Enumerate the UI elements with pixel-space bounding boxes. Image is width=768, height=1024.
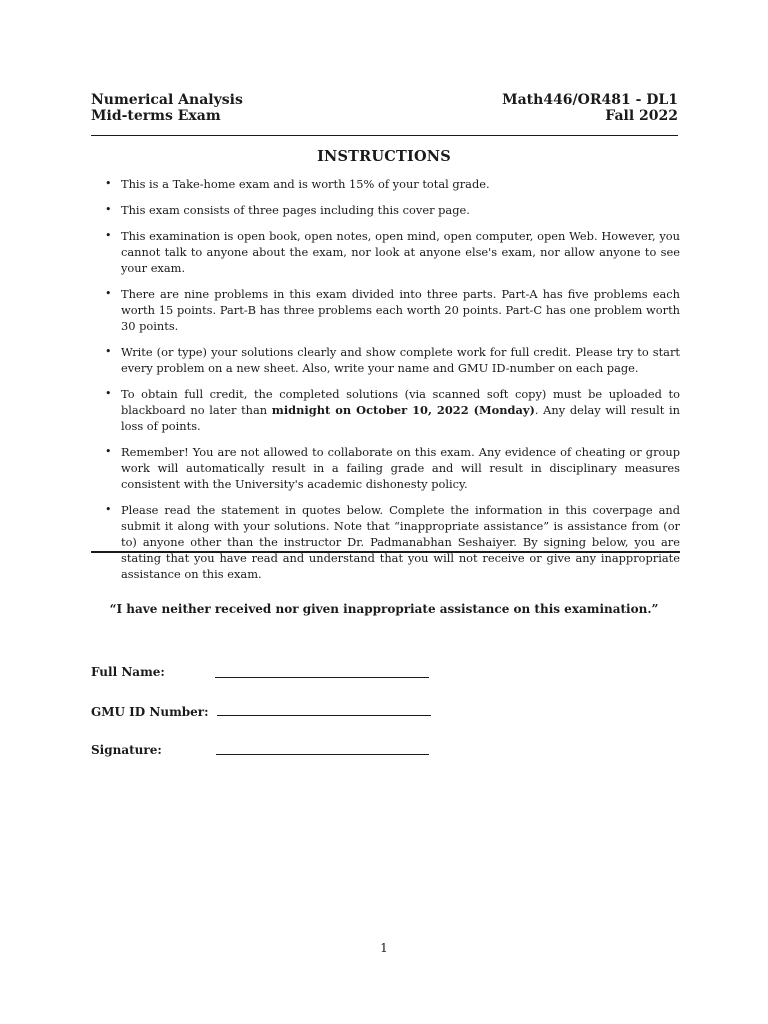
instruction-item [103,344,680,376]
instruction-text [121,386,680,434]
instructions-heading: INSTRUCTIONS [317,148,451,165]
instruction-text: This exam consists of three pages including this cover page. [121,203,470,217]
bullet-icon: • [105,287,112,300]
honor-statement: “I have neither received nor given inappropriate assistance on this examination.” [109,602,659,616]
course-code: Math446/OR481 - DL1 [502,92,678,108]
bullet-icon: • [105,503,112,516]
bullet-icon: • [105,345,112,358]
full-name-line[interactable] [215,677,429,678]
signature-line[interactable] [216,754,429,755]
deadline-post: . Any delay will result in loss of points. [121,403,680,433]
instruction-text: Write (or type) your solutions clearly and show complete work for full credit. Please try to start every problem on a new sheet. Also, write your name and GMU ID-number on each page. [121,345,680,375]
instruction-text: There are nine problems in this exam divided into three parts. Part-A has five problems each worth 15 points. Part-B has three problems each worth 20 points. Part-C has one problem worth 30 points. [121,287,680,333]
header-row-1 [91,92,678,108]
semester: Fall 2022 [605,108,678,124]
instruction-item [103,286,680,334]
bullet-icon: • [105,445,112,458]
instruction-item [103,202,680,218]
exam-name: Mid-terms Exam [91,108,221,124]
section-divider [91,551,680,553]
instruction-text: Remember! You are not allowed to collaborate on this exam. Any evidence of cheating or group work will automatically result in a failing grade and will result in disciplinary measures consistent with the University's academic dishonesty policy. [121,445,680,491]
deadline-pre: To obtain full credit, the completed solutions (via scanned soft copy) must be uploaded to blackboard no later than [121,387,680,417]
gmu-id-line[interactable] [217,715,431,716]
instruction-item [103,386,680,434]
instruction-text: This is a Take-home exam and is worth 15% of your total grade. [121,177,490,191]
page-header [91,92,678,124]
bullet-icon: • [105,387,112,400]
header-divider [91,135,678,136]
instruction-text: Please read the statement in quotes below. Complete the information in this coverpage and submit it along with your solutions. Note that “inappropriate assistance” is assistance from (or to) anyone other than the instructor Dr. Padmanabhan Seshaiyer. By signing below, you are stating that you have read and understand that you will not receive or give any inappropriate assistance on this exam. [121,503,680,581]
gmu-id-label: GMU ID Number: [91,705,209,719]
instruction-text: This examination is open book, open notes, open mind, open computer, open Web. However, you cannot talk to anyone about the exam, nor look at anyone else's exam, nor allow anyone to see your exam. [121,229,680,275]
instruction-item [103,228,680,276]
page-number: 1 [380,941,388,955]
bullet-icon: • [105,203,112,216]
instruction-item [103,176,680,192]
bullet-icon: • [105,177,112,190]
header-row-2 [91,108,678,124]
full-name-label: Full Name: [91,665,165,679]
signature-label: Signature: [91,743,162,757]
instruction-item [103,502,680,582]
course-title: Numerical Analysis [91,92,243,108]
instructions-list [103,176,680,582]
bullet-icon: • [105,229,112,242]
instruction-item [103,444,680,492]
deadline-date: midnight on October 10, 2022 (Monday) [271,403,535,417]
